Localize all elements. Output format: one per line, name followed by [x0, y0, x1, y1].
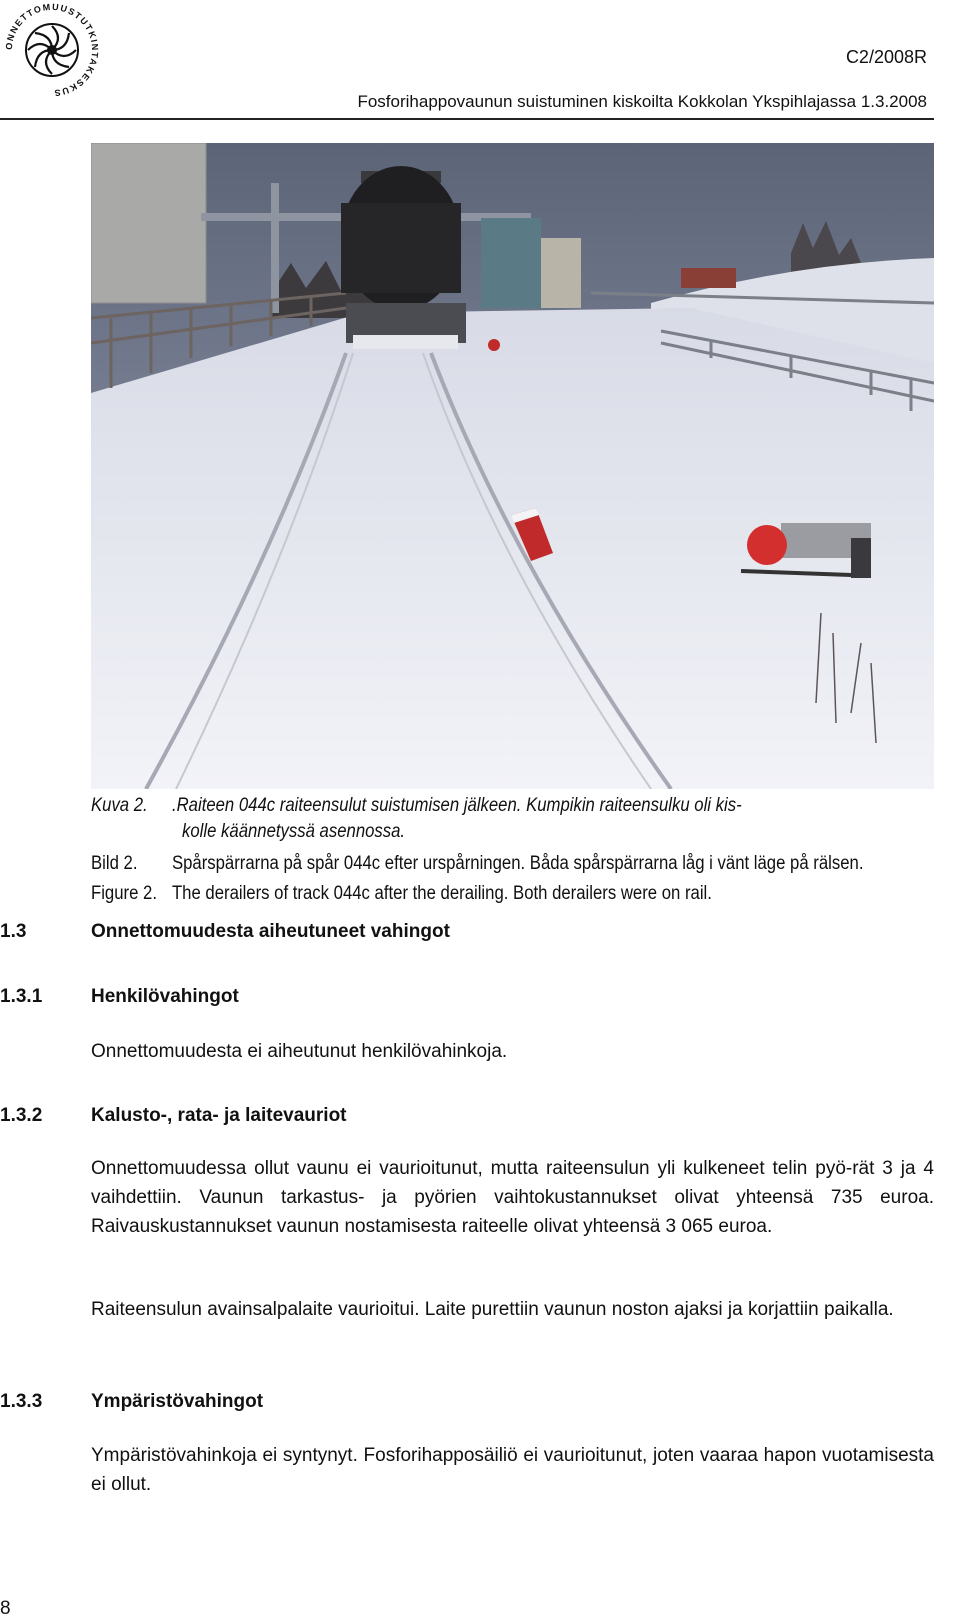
- caption-fi-continuation: kolle käännetyssä asennossa.: [182, 821, 406, 842]
- caption-en-text: The derailers of track 044c after the derailing. Both derailers were on rail.: [171, 883, 712, 904]
- section-heading-1-3-1: [0, 986, 900, 1010]
- paragraph: Onnettomuudessa ollut vaunu ei vaurioitunut, mutta raiteensulun yli kulkeneet telin pyö-rät 3 ja 4 vaihdettiin. Vaunun tarkastus- ja pyörien vaihtokustannukset olivat yhteensä 735 euroa. Raivauskustannukset vaunun nostamisesta raiteelle olivat yhteensä 3 065 euroa.: [91, 1158, 934, 1237]
- svg-text:ONNETTOMUUSTUTKINTAKESKUS: ONNETTOMUUSTUTKINTAKESKUS: [4, 2, 100, 98]
- document-code: C2/2008R: [845, 47, 927, 67]
- caption-fi-text: .Raiteen 044c raiteensulut suistumisen jälkeen. Kumpikin raiteensulku oli kis-: [171, 795, 742, 816]
- paragraph: Onnettomuudesta ei aiheutunut henkilövahinkoja.: [91, 1041, 508, 1062]
- caption-en-label: Figure 2.: [91, 883, 157, 904]
- section-number: 1.3.1: [0, 986, 43, 1007]
- caption-sv-label: Bild 2.: [91, 853, 138, 874]
- caption-fi: [91, 795, 742, 817]
- caption-en: [91, 883, 712, 905]
- header-divider: [0, 118, 934, 120]
- caption-sv: [91, 853, 863, 875]
- section-heading-1-3-3: [0, 1391, 900, 1415]
- section-title: Ympäristövahingot: [91, 1391, 264, 1412]
- section-title: Onnettomuudesta aiheutuneet vahingot: [91, 921, 450, 942]
- paragraph: Ympäristövahinkoja ei syntynyt. Fosforihapposäiliö ei vaurioitunut, joten vaaraa hapon vuotamisesta ei ollut.: [91, 1445, 934, 1495]
- section-title: Henkilövahingot: [91, 986, 239, 1007]
- section-heading-1-3-2: [0, 1105, 900, 1129]
- section-number: 1.3.2: [0, 1105, 43, 1126]
- section-number: 1.3.3: [0, 1391, 43, 1412]
- accident-photo: [91, 143, 934, 789]
- caption-fi-label: Kuva 2.: [91, 795, 148, 816]
- caption-sv-text: Spårspärrarna på spår 044c efter urspårningen. Båda spårspärrarna låg i vänt läge på rälsen.: [171, 853, 864, 874]
- section-number: 1.3: [0, 921, 27, 942]
- document-subtitle: Fosforihappovaunun suistuminen kiskoilta Kokkolan Ykspihlajassa 1.3.2008: [357, 92, 927, 111]
- organization-logo: [4, 2, 100, 98]
- section-title: Kalusto-, rata- ja laitevauriot: [91, 1105, 347, 1126]
- page-number: 8: [0, 1598, 11, 1619]
- section-heading-1-3: [0, 921, 900, 945]
- paragraph: Raiteensulun avainsalpalaite vaurioitui. Laite purettiin vaunun noston ajaksi ja korjattiin paikalla.: [91, 1299, 894, 1320]
